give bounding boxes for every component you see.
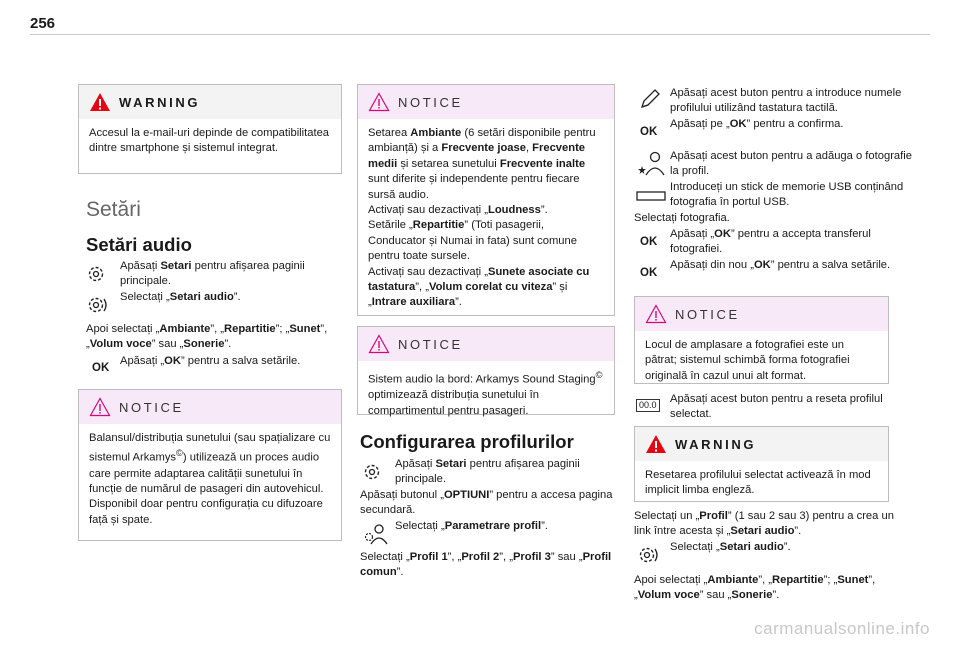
step-save-settings: Apăsați din nou „OK” pentru a salva setările. bbox=[670, 259, 891, 271]
notice-body: Balansul/distribuția sunetului (sau spațializare cu sistemul Arkamys©) utilizează un proces audio care permite adaptarea calității sunetului în funcție de numărul de pasageri din autovehicul. Disponibil doar pentru configurația cu difuzoare față și spate. bbox=[89, 432, 331, 526]
warning-body: Resetarea profilului selectat activează în mod implicit limba engleză. bbox=[645, 469, 871, 497]
step-reset-profile: Apăsați acest buton pentru a reseta profilul selectat. bbox=[670, 393, 883, 421]
notice-header bbox=[358, 85, 614, 119]
para-select-profile-link: Selectați un „Profil” (1 sau 2 sau 3) pentru a crea un link între acesta și „Setari audio”. bbox=[634, 510, 894, 538]
warning-title: WARNING bbox=[675, 436, 757, 452]
warning-header bbox=[635, 427, 888, 461]
ok-button-icon: OK bbox=[640, 236, 658, 248]
notice-body: Setarea Ambiante (6 setări disponibile pentru ambianță) și a Frecvente joase, Frecvente medii și setarea sunetului Frecvente inalte sunt diferite și independente pentru fiecare sursă audio. Activați sau dezactivați „Loudness”. Setările „Repartitie” (Toti pasagerii, Conducator și Numai in fata) sunt comune pentru toate sursele. Activați sau dezactivați „Sunete asociate cu tastatura”, „Volum corelat cu viteza” și „Intrare auxiliara”. bbox=[368, 127, 596, 309]
notice-triangle-icon bbox=[368, 334, 390, 354]
notice-box-arkamys bbox=[357, 326, 615, 415]
page-number: 256 bbox=[30, 15, 56, 32]
ok-button-icon: OK bbox=[640, 267, 658, 279]
notice-body: Sistem audio la bord: Arkamys Sound Staging© optimizează distribuția sunetului în compartimentul pentru pasageri. bbox=[368, 370, 603, 417]
step-insert-usb: Introduceți un stick de memorie USB conținând fotografia în portul USB. bbox=[670, 181, 904, 209]
step-press-ok-save: Apăsați „OK” pentru a salva setările. bbox=[120, 355, 301, 367]
profile-settings-icon bbox=[362, 522, 390, 546]
step-select-setari-audio: Selectați „Setari audio”. bbox=[120, 291, 241, 303]
warning-header bbox=[79, 85, 341, 119]
section-title-setari: Setări bbox=[86, 198, 141, 221]
notice-box-photo bbox=[634, 296, 889, 384]
settings-gear-icon bbox=[86, 264, 106, 284]
notice-title: NOTICE bbox=[119, 399, 184, 415]
add-photo-profile-icon bbox=[637, 150, 665, 176]
step-add-photo: Apăsați acest buton pentru a adăuga o fotografie la profil. bbox=[670, 150, 912, 178]
warning-body: Accesul la e-mail-uri depinde de compatibilitatea dintre smartphone și sistemul integrat. bbox=[89, 127, 330, 155]
settings-audio-icon bbox=[86, 294, 110, 316]
step-enter-profile-name: Apăsați acest buton pentru a introduce numele profilului utilizând tastatura tactilă. bbox=[670, 87, 902, 115]
warning-box-email bbox=[78, 84, 342, 174]
notice-triangle-icon bbox=[368, 92, 390, 112]
notice-title: NOTICE bbox=[675, 306, 740, 322]
section-title-configurarea-profilurilor: Configurarea profilurilor bbox=[360, 431, 574, 452]
notice-box-balance bbox=[78, 389, 342, 541]
step-select-parametrare-profil: Selectați „Parametrare profil”. bbox=[395, 520, 548, 532]
settings-gear-icon bbox=[362, 462, 382, 482]
notice-triangle-icon bbox=[645, 304, 667, 324]
notice-header bbox=[635, 297, 888, 331]
settings-audio-icon bbox=[637, 544, 661, 566]
notice-triangle-icon bbox=[89, 397, 111, 417]
warning-triangle-icon bbox=[645, 434, 667, 454]
ok-button-icon: OK bbox=[640, 126, 658, 138]
notice-body: Locul de amplasare a fotografiei este un pătrat; sistemul schimbă forma fotografiei originală în cazul unui alt format. bbox=[645, 339, 850, 382]
reset-profile-button-icon: 00.0 bbox=[636, 399, 660, 412]
notice-box-ambiante bbox=[357, 84, 615, 316]
step-confirm-ok: Apăsați pe „OK” pentru a confirma. bbox=[670, 118, 844, 130]
notice-header bbox=[358, 327, 614, 361]
notice-header bbox=[79, 390, 341, 424]
para-press-optiuni: Apăsați butonul „OPTIUNI” pentru a accesa pagina secundară. bbox=[360, 489, 613, 517]
watermark: carmanualsonline.info bbox=[754, 619, 930, 638]
para-select-profil: Selectați „Profil 1”, „Profil 2”, „Profil 3” sau „Profil comun”. bbox=[360, 551, 612, 579]
ok-button-icon: OK bbox=[92, 362, 110, 374]
step-press-setari: Apăsați Setari pentru afișarea paginii principale. bbox=[395, 458, 580, 486]
warning-box-reset bbox=[634, 426, 889, 502]
warning-triangle-icon bbox=[89, 92, 111, 112]
notice-title: NOTICE bbox=[398, 336, 463, 352]
usb-stick-icon bbox=[636, 190, 666, 202]
step-accept-transfer: Apăsați „OK” pentru a accepta transferul fotografiei. bbox=[670, 228, 871, 256]
step-select-setari-audio: Selectați „Setari audio”. bbox=[670, 541, 791, 553]
warning-title: WARNING bbox=[119, 94, 201, 110]
subsection-title-setari-audio: Setări audio bbox=[86, 234, 192, 255]
para-select-options: Apoi selectați „Ambiante”, „Repartitie”; „Sunet”, „Volum voce” sau „Sonerie”. bbox=[86, 323, 328, 351]
step-press-setari: Apăsați Setari pentru afișarea paginii principale. bbox=[120, 260, 305, 288]
notice-title: NOTICE bbox=[398, 94, 463, 110]
header-divider bbox=[30, 34, 930, 35]
para-select-photo: Selectați fotografia. bbox=[634, 212, 730, 224]
para-select-options: Apoi selectați „Ambiante”, „Repartitie”; „Sunet”, „Volum voce” sau „Sonerie”. bbox=[634, 574, 876, 602]
pencil-icon bbox=[639, 88, 661, 110]
